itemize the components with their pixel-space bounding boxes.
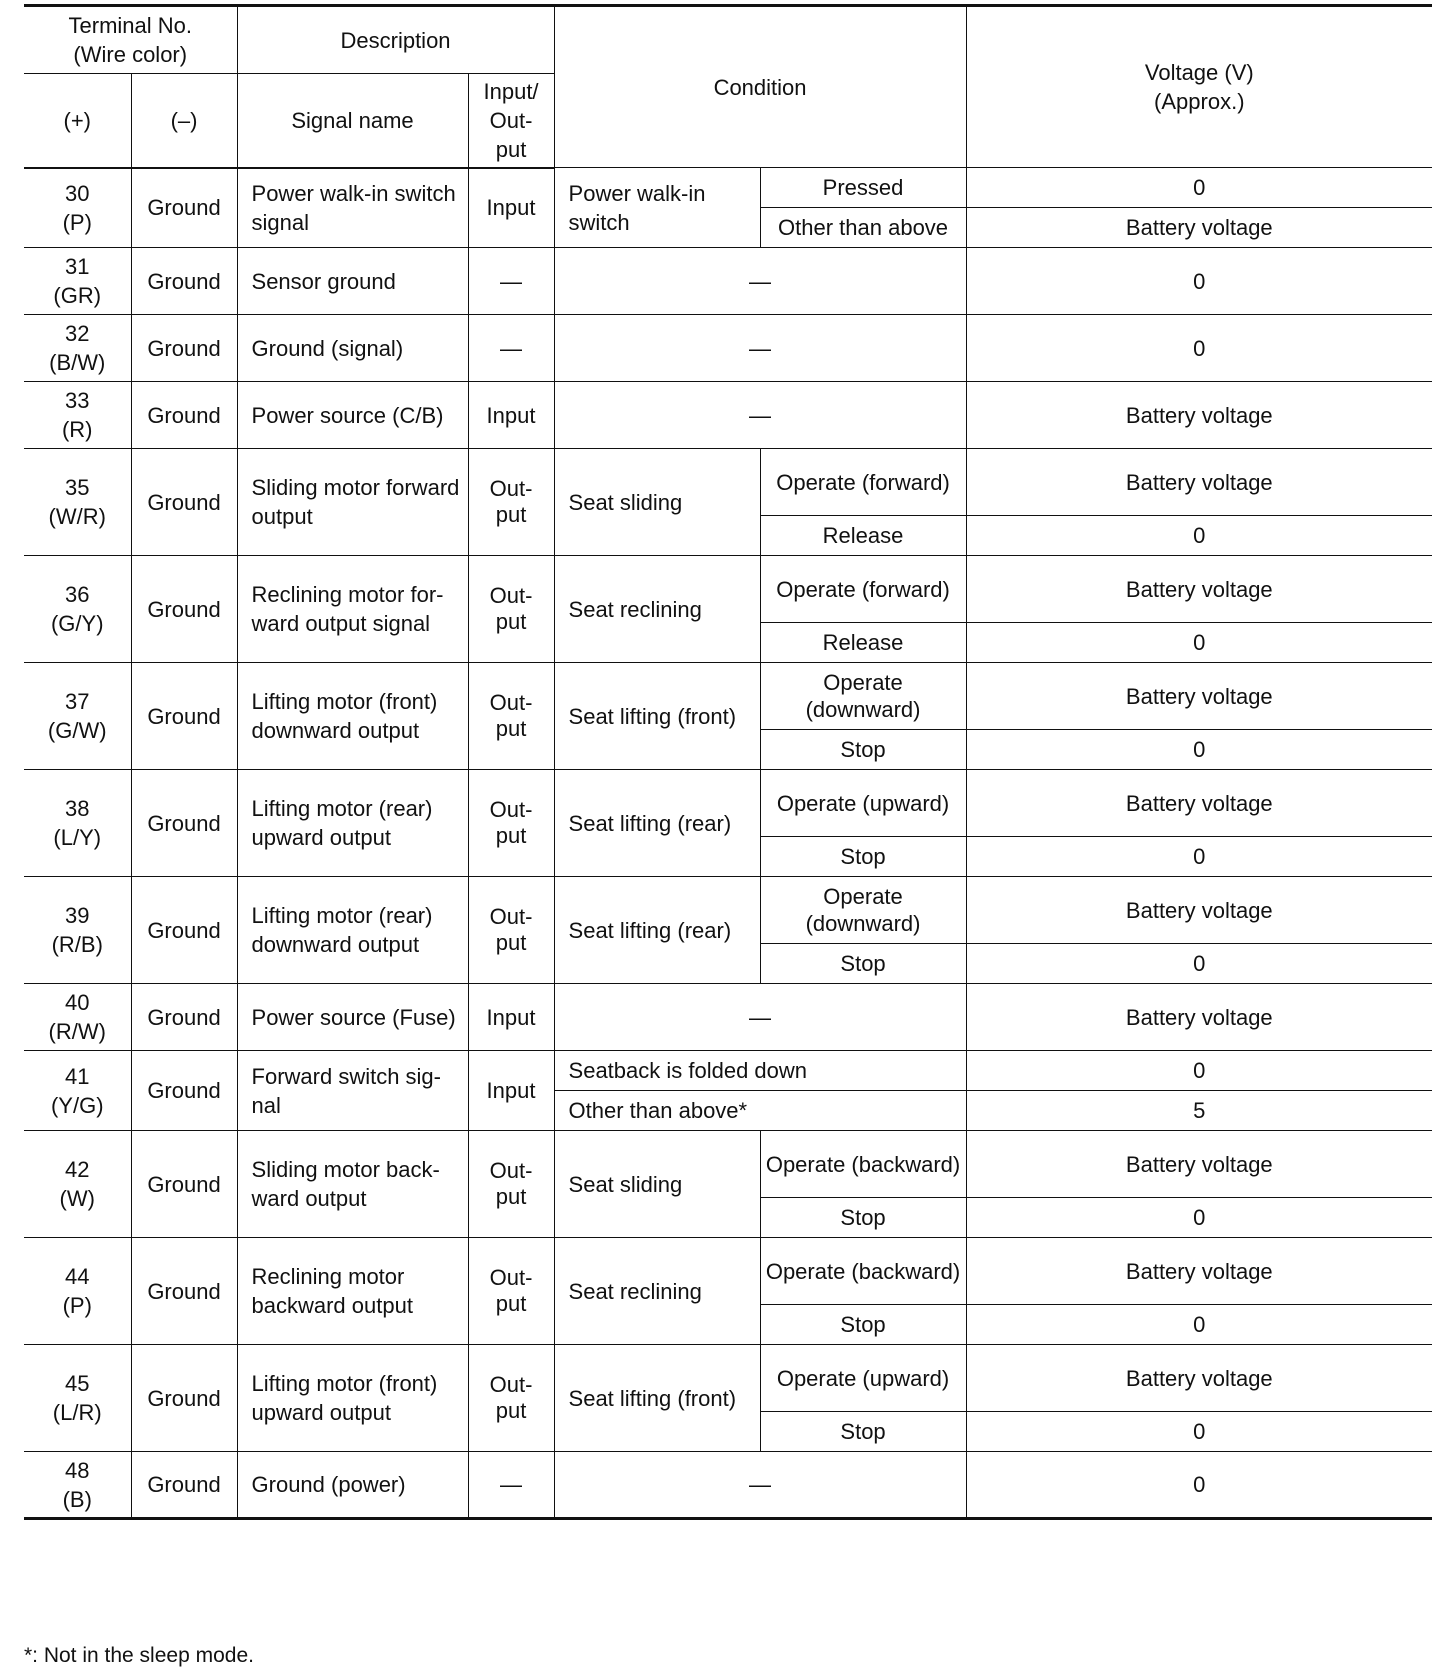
condition: — <box>554 984 966 1051</box>
voltage-value: Battery voltage <box>966 663 1432 730</box>
table-row <box>24 556 1432 623</box>
header-description: Description <box>237 6 554 74</box>
condition-state: Pressed <box>760 168 966 208</box>
condition-state: Other than above <box>760 208 966 248</box>
voltage-value: Battery voltage <box>966 1345 1432 1412</box>
voltage-value: 5 <box>966 1091 1432 1131</box>
voltage-value: 0 <box>966 248 1432 315</box>
terminal-number: 41 (Y/G) <box>24 1051 131 1131</box>
terminal-number: 33 (R) <box>24 382 131 449</box>
condition-state: Operate (forward) <box>760 556 966 623</box>
voltage-value: Battery voltage <box>966 770 1432 837</box>
voltage-value: 0 <box>966 623 1432 663</box>
condition-state: Release <box>760 516 966 556</box>
table-row <box>24 770 1432 837</box>
condition: Seat sliding <box>554 449 760 556</box>
terminal-negative: Ground <box>131 382 237 449</box>
terminal-number: 48 (B) <box>24 1452 131 1519</box>
input-output: — <box>468 315 554 382</box>
condition: — <box>554 315 966 382</box>
voltage-value: 0 <box>966 837 1432 877</box>
condition: Seat lifting (front) <box>554 663 760 770</box>
terminal-negative: Ground <box>131 449 237 556</box>
condition: — <box>554 382 966 449</box>
condition: Seat lifting (rear) <box>554 877 760 984</box>
condition: Seat sliding <box>554 1131 760 1238</box>
voltage-value: 0 <box>966 1198 1432 1238</box>
terminal-negative: Ground <box>131 1345 237 1452</box>
signal-name: Ground (power) <box>237 1452 468 1519</box>
condition-state: Stop <box>760 730 966 770</box>
voltage-value: 0 <box>966 1412 1432 1452</box>
signal-name: Power source (C/B) <box>237 382 468 449</box>
condition: Seatback is folded down <box>554 1051 966 1091</box>
input-output: — <box>468 248 554 315</box>
table-row <box>24 1238 1432 1305</box>
terminal-number: 38 (L/Y) <box>24 770 131 877</box>
header-plus: (+) <box>24 74 131 168</box>
input-output: Out- put <box>468 663 554 770</box>
signal-name: Sliding motor back- ward output <box>237 1131 468 1238</box>
input-output: Input <box>468 382 554 449</box>
input-output: Out- put <box>468 1131 554 1238</box>
signal-name: Reclining motor backward output <box>237 1238 468 1345</box>
voltage-value: Battery voltage <box>966 449 1432 516</box>
input-output: Out- put <box>468 449 554 556</box>
signal-name: Lifting motor (rear) upward output <box>237 770 468 877</box>
input-output: — <box>468 1452 554 1519</box>
header-condition: Condition <box>554 6 966 168</box>
condition: Seat reclining <box>554 556 760 663</box>
footnote: *: Not in the sleep mode. <box>24 1644 254 1667</box>
condition: — <box>554 248 966 315</box>
condition-state: Operate (upward) <box>760 770 966 837</box>
voltage-value: 0 <box>966 944 1432 984</box>
table-row <box>24 663 1432 730</box>
signal-name: Lifting motor (front) downward output <box>237 663 468 770</box>
terminal-number: 44 (P) <box>24 1238 131 1345</box>
terminal-negative: Ground <box>131 1051 237 1131</box>
voltage-value: Battery voltage <box>966 1238 1432 1305</box>
header-terminal: Terminal No. (Wire color) <box>24 6 237 74</box>
signal-name: Reclining motor for- ward output signal <box>237 556 468 663</box>
voltage-value: 0 <box>966 730 1432 770</box>
terminal-negative: Ground <box>131 556 237 663</box>
terminal-negative: Ground <box>131 315 237 382</box>
voltage-value: 0 <box>966 1051 1432 1091</box>
signal-name: Power walk-in switch signal <box>237 168 468 248</box>
table-row <box>24 1051 1432 1091</box>
terminal-number: 45 (L/R) <box>24 1345 131 1452</box>
condition-state: Operate (downward) <box>760 663 966 730</box>
condition: — <box>554 1452 966 1519</box>
terminal-number: 39 (R/B) <box>24 877 131 984</box>
terminal-voltage-sheet <box>24 4 1432 1520</box>
signal-name: Sliding motor forward output <box>237 449 468 556</box>
table-row <box>24 1345 1432 1412</box>
table-row <box>24 315 1432 382</box>
terminal-number: 36 (G/Y) <box>24 556 131 663</box>
signal-name: Lifting motor (front) upward output <box>237 1345 468 1452</box>
condition-state: Stop <box>760 837 966 877</box>
voltage-value: 0 <box>966 315 1432 382</box>
voltage-value: 0 <box>966 1305 1432 1345</box>
terminal-negative: Ground <box>131 663 237 770</box>
condition: Seat reclining <box>554 1238 760 1345</box>
table-row <box>24 168 1432 208</box>
terminal-negative: Ground <box>131 877 237 984</box>
condition-state: Stop <box>760 1412 966 1452</box>
condition-state: Operate (backward) <box>760 1238 966 1305</box>
voltage-value: 0 <box>966 1452 1432 1519</box>
input-output: Input <box>468 168 554 248</box>
condition-state: Release <box>760 623 966 663</box>
input-output: Out- put <box>468 877 554 984</box>
header-signal-name: Signal name <box>237 74 468 168</box>
terminal-table <box>24 4 1432 1520</box>
condition: Seat lifting (front) <box>554 1345 760 1452</box>
terminal-number: 42 (W) <box>24 1131 131 1238</box>
table-row <box>24 1131 1432 1198</box>
condition: Power walk-in switch <box>554 168 760 248</box>
voltage-value: Battery voltage <box>966 1131 1432 1198</box>
input-output: Input <box>468 984 554 1051</box>
condition-state: Operate (backward) <box>760 1131 966 1198</box>
terminal-number: 30 (P) <box>24 168 131 248</box>
table-row <box>24 449 1432 516</box>
input-output: Input <box>468 1051 554 1131</box>
condition: Seat lifting (rear) <box>554 770 760 877</box>
terminal-negative: Ground <box>131 1452 237 1519</box>
voltage-value: 0 <box>966 168 1432 208</box>
condition-state: Operate (forward) <box>760 449 966 516</box>
input-output: Out- put <box>468 556 554 663</box>
signal-name: Forward switch sig- nal <box>237 1051 468 1131</box>
voltage-value: Battery voltage <box>966 208 1432 248</box>
table-row <box>24 248 1432 315</box>
header-input-output: Input/ Out- put <box>468 74 554 168</box>
input-output: Out- put <box>468 1345 554 1452</box>
voltage-value: Battery voltage <box>966 877 1432 944</box>
voltage-value: 0 <box>966 516 1432 556</box>
terminal-number: 31 (GR) <box>24 248 131 315</box>
header-minus: (–) <box>131 74 237 168</box>
terminal-negative: Ground <box>131 1238 237 1345</box>
condition-state: Operate (upward) <box>760 1345 966 1412</box>
voltage-value: Battery voltage <box>966 984 1432 1051</box>
condition: Other than above* <box>554 1091 966 1131</box>
signal-name: Power source (Fuse) <box>237 984 468 1051</box>
signal-name: Sensor ground <box>237 248 468 315</box>
terminal-negative: Ground <box>131 984 237 1051</box>
input-output: Out- put <box>468 770 554 877</box>
terminal-negative: Ground <box>131 1131 237 1238</box>
terminal-number: 35 (W/R) <box>24 449 131 556</box>
terminal-number: 40 (R/W) <box>24 984 131 1051</box>
condition-state: Operate (downward) <box>760 877 966 944</box>
terminal-negative: Ground <box>131 248 237 315</box>
table-row <box>24 382 1432 449</box>
terminal-number: 32 (B/W) <box>24 315 131 382</box>
signal-name: Lifting motor (rear) downward output <box>237 877 468 984</box>
input-output: Out- put <box>468 1238 554 1345</box>
table-row <box>24 877 1432 944</box>
signal-name: Ground (signal) <box>237 315 468 382</box>
terminal-negative: Ground <box>131 168 237 248</box>
terminal-negative: Ground <box>131 770 237 877</box>
voltage-value: Battery voltage <box>966 382 1432 449</box>
table-row <box>24 984 1432 1051</box>
condition-state: Stop <box>760 1198 966 1238</box>
table-row <box>24 1452 1432 1519</box>
condition-state: Stop <box>760 944 966 984</box>
terminal-number: 37 (G/W) <box>24 663 131 770</box>
voltage-value: Battery voltage <box>966 556 1432 623</box>
condition-state: Stop <box>760 1305 966 1345</box>
header-voltage: Voltage (V) (Approx.) <box>966 6 1432 168</box>
